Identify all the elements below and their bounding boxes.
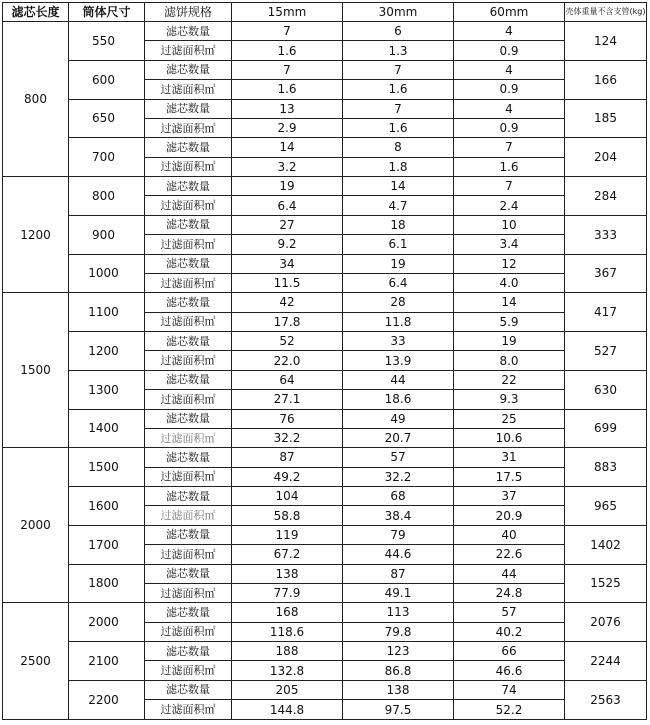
area-value: 11.5: [232, 273, 343, 292]
count-value: 123: [343, 642, 454, 661]
area-value: 118.6: [232, 622, 343, 641]
count-value: 7: [454, 138, 565, 157]
count-value: 205: [232, 680, 343, 699]
area-value: 11.8: [343, 312, 454, 331]
area-value: 18.6: [343, 390, 454, 409]
count-value: 4: [454, 22, 565, 41]
area-label: 过滤面积㎡: [145, 312, 232, 331]
size-cell: 2200: [69, 680, 145, 719]
size-cell: 1300: [69, 370, 145, 409]
table-row: [3, 293, 647, 312]
count-label: 滤芯数量: [145, 293, 232, 312]
area-value: 22.0: [232, 351, 343, 370]
count-value: 13: [232, 99, 343, 118]
count-value: 74: [454, 680, 565, 699]
area-label: 过滤面积㎡: [145, 583, 232, 602]
count-label: 滤芯数量: [145, 138, 232, 157]
count-value: 19: [454, 332, 565, 351]
table-row: [3, 22, 647, 41]
area-value: 1.6: [343, 80, 454, 99]
area-label: 过滤面积㎡: [145, 506, 232, 525]
count-value: 7: [232, 60, 343, 79]
area-value: 132.8: [232, 661, 343, 680]
area-value: 32.2: [232, 428, 343, 447]
table-row: [3, 370, 647, 389]
count-label: 滤芯数量: [145, 448, 232, 467]
area-label: 过滤面积㎡: [145, 545, 232, 564]
area-value: 44.6: [343, 545, 454, 564]
count-value: 25: [454, 409, 565, 428]
count-value: 168: [232, 603, 343, 622]
size-cell: 1600: [69, 487, 145, 526]
count-value: 7: [343, 60, 454, 79]
header-weight: 壳体重量不含支管(kg): [565, 3, 647, 22]
area-value: 4.0: [454, 273, 565, 292]
header-60mm: 60mm: [454, 3, 565, 22]
area-value: 2.4: [454, 196, 565, 215]
area-label: 过滤面积㎡: [145, 428, 232, 447]
table-row: [3, 138, 647, 157]
weight-cell: 965: [565, 487, 647, 526]
area-value: 52.2: [454, 700, 565, 720]
count-value: 12: [454, 254, 565, 273]
header-15mm: 15mm: [232, 3, 343, 22]
size-cell: 900: [69, 215, 145, 254]
header-30mm: 30mm: [343, 3, 454, 22]
weight-cell: 284: [565, 177, 647, 216]
count-value: 34: [232, 254, 343, 273]
area-value: 32.2: [343, 467, 454, 486]
size-cell: 700: [69, 138, 145, 177]
count-label: 滤芯数量: [145, 525, 232, 544]
area-value: 1.6: [232, 80, 343, 99]
length-cell: 2500: [3, 603, 69, 720]
area-value: 49.2: [232, 467, 343, 486]
count-value: 49: [343, 409, 454, 428]
area-value: 8.0: [454, 351, 565, 370]
count-value: 138: [232, 564, 343, 583]
count-value: 14: [232, 138, 343, 157]
size-cell: 650: [69, 99, 145, 138]
area-value: 17.8: [232, 312, 343, 331]
area-label: 过滤面积㎡: [145, 157, 232, 176]
count-value: 76: [232, 409, 343, 428]
count-label: 滤芯数量: [145, 680, 232, 699]
area-value: 9.3: [454, 390, 565, 409]
area-label: 过滤面积㎡: [145, 622, 232, 641]
count-value: 7: [343, 99, 454, 118]
area-value: 17.5: [454, 467, 565, 486]
count-value: 40: [454, 525, 565, 544]
area-label: 过滤面积㎡: [145, 467, 232, 486]
count-label: 滤芯数量: [145, 409, 232, 428]
header-length: 滤芯长度: [3, 3, 69, 22]
count-value: 33: [343, 332, 454, 351]
header-size: 筒体尺寸: [69, 3, 145, 22]
length-cell: 2000: [3, 448, 69, 603]
count-value: 44: [454, 564, 565, 583]
area-value: 0.9: [454, 80, 565, 99]
count-value: 64: [232, 370, 343, 389]
size-cell: 1800: [69, 564, 145, 603]
area-label: 过滤面积㎡: [145, 41, 232, 60]
size-cell: 1400: [69, 409, 145, 448]
area-value: 4.7: [343, 196, 454, 215]
area-label: 过滤面积㎡: [145, 390, 232, 409]
weight-cell: 204: [565, 138, 647, 177]
count-value: 42: [232, 293, 343, 312]
weight-cell: 2244: [565, 642, 647, 681]
count-value: 4: [454, 99, 565, 118]
count-value: 52: [232, 332, 343, 351]
weight-cell: 1402: [565, 525, 647, 564]
size-cell: 550: [69, 22, 145, 61]
count-value: 37: [454, 487, 565, 506]
size-cell: 1100: [69, 293, 145, 332]
count-value: 19: [343, 254, 454, 273]
weight-cell: 417: [565, 293, 647, 332]
count-label: 滤芯数量: [145, 22, 232, 41]
area-value: 5.9: [454, 312, 565, 331]
area-value: 77.9: [232, 583, 343, 602]
table-row: [3, 603, 647, 622]
count-value: 57: [454, 603, 565, 622]
header-cake-spec: 滤饼规格: [145, 3, 232, 22]
count-value: 44: [343, 370, 454, 389]
length-cell: 1500: [3, 293, 69, 448]
weight-cell: 166: [565, 60, 647, 99]
count-label: 滤芯数量: [145, 332, 232, 351]
count-value: 28: [343, 293, 454, 312]
count-value: 18: [343, 215, 454, 234]
count-value: 188: [232, 642, 343, 661]
count-value: 87: [343, 564, 454, 583]
count-value: 79: [343, 525, 454, 544]
area-value: 46.6: [454, 661, 565, 680]
area-value: 3.4: [454, 235, 565, 254]
area-value: 2.9: [232, 118, 343, 137]
area-value: 6.1: [343, 235, 454, 254]
table-row: [3, 487, 647, 506]
table-row: [3, 215, 647, 234]
area-value: 67.2: [232, 545, 343, 564]
weight-cell: 1525: [565, 564, 647, 603]
area-value: 1.6: [232, 41, 343, 60]
size-cell: 2100: [69, 642, 145, 681]
count-value: 27: [232, 215, 343, 234]
weight-cell: 333: [565, 215, 647, 254]
area-label: 过滤面积㎡: [145, 80, 232, 99]
table-row: [3, 177, 647, 196]
count-value: 10: [454, 215, 565, 234]
table-row: [3, 254, 647, 273]
weight-cell: 699: [565, 409, 647, 448]
area-value: 1.8: [343, 157, 454, 176]
table-row: [3, 680, 647, 699]
size-cell: 1000: [69, 254, 145, 293]
table-row: [3, 409, 647, 428]
table-row: [3, 99, 647, 118]
table-row: [3, 525, 647, 544]
count-label: 滤芯数量: [145, 642, 232, 661]
count-value: 66: [454, 642, 565, 661]
area-label: 过滤面积㎡: [145, 351, 232, 370]
area-label: 过滤面积㎡: [145, 661, 232, 680]
area-value: 22.6: [454, 545, 565, 564]
count-label: 滤芯数量: [145, 99, 232, 118]
area-label: 过滤面积㎡: [145, 273, 232, 292]
count-value: 31: [454, 448, 565, 467]
area-value: 1.6: [343, 118, 454, 137]
weight-cell: 367: [565, 254, 647, 293]
area-value: 79.8: [343, 622, 454, 641]
count-value: 7: [232, 22, 343, 41]
count-value: 104: [232, 487, 343, 506]
table-row: [3, 642, 647, 661]
count-value: 19: [232, 177, 343, 196]
count-value: 4: [454, 60, 565, 79]
count-value: 14: [343, 177, 454, 196]
size-cell: 2000: [69, 603, 145, 642]
count-label: 滤芯数量: [145, 487, 232, 506]
weight-cell: 2076: [565, 603, 647, 642]
count-value: 119: [232, 525, 343, 544]
size-cell: 600: [69, 60, 145, 99]
area-label: 过滤面积㎡: [145, 196, 232, 215]
size-cell: 800: [69, 177, 145, 216]
table-row: [3, 60, 647, 79]
weight-cell: 124: [565, 22, 647, 61]
table-row: [3, 564, 647, 583]
area-value: 10.6: [454, 428, 565, 447]
area-value: 40.2: [454, 622, 565, 641]
weight-cell: 185: [565, 99, 647, 138]
area-label: 过滤面积㎡: [145, 700, 232, 720]
table-row: [3, 332, 647, 351]
count-value: 14: [454, 293, 565, 312]
area-value: 20.9: [454, 506, 565, 525]
area-label: 过滤面积㎡: [145, 235, 232, 254]
area-value: 0.9: [454, 41, 565, 60]
area-value: 13.9: [343, 351, 454, 370]
area-value: 0.9: [454, 118, 565, 137]
area-value: 24.8: [454, 583, 565, 602]
count-label: 滤芯数量: [145, 177, 232, 196]
count-label: 滤芯数量: [145, 603, 232, 622]
length-cell: 1200: [3, 177, 69, 293]
table-row: [3, 448, 647, 467]
area-value: 49.1: [343, 583, 454, 602]
area-value: 86.8: [343, 661, 454, 680]
size-cell: 1700: [69, 525, 145, 564]
area-value: 38.4: [343, 506, 454, 525]
header-row: [3, 3, 647, 22]
size-cell: 1500: [69, 448, 145, 487]
count-value: 6: [343, 22, 454, 41]
area-value: 6.4: [343, 273, 454, 292]
count-label: 滤芯数量: [145, 564, 232, 583]
area-value: 3.2: [232, 157, 343, 176]
area-value: 144.8: [232, 700, 343, 720]
weight-cell: 527: [565, 332, 647, 371]
length-cell: 800: [3, 22, 69, 177]
count-value: 87: [232, 448, 343, 467]
area-value: 1.6: [454, 157, 565, 176]
area-value: 58.8: [232, 506, 343, 525]
count-label: 滤芯数量: [145, 370, 232, 389]
weight-cell: 2563: [565, 680, 647, 719]
count-value: 138: [343, 680, 454, 699]
count-value: 68: [343, 487, 454, 506]
area-value: 9.2: [232, 235, 343, 254]
area-value: 20.7: [343, 428, 454, 447]
weight-cell: 630: [565, 370, 647, 409]
size-cell: 1200: [69, 332, 145, 371]
count-value: 57: [343, 448, 454, 467]
count-label: 滤芯数量: [145, 254, 232, 273]
filter-spec-table: [2, 2, 647, 720]
area-value: 1.3: [343, 41, 454, 60]
table-body: [3, 22, 647, 720]
count-value: 22: [454, 370, 565, 389]
area-value: 97.5: [343, 700, 454, 720]
count-value: 7: [454, 177, 565, 196]
count-label: 滤芯数量: [145, 215, 232, 234]
count-value: 113: [343, 603, 454, 622]
area-value: 27.1: [232, 390, 343, 409]
weight-cell: 883: [565, 448, 647, 487]
count-value: 8: [343, 138, 454, 157]
count-label: 滤芯数量: [145, 60, 232, 79]
area-label: 过滤面积㎡: [145, 118, 232, 137]
area-value: 6.4: [232, 196, 343, 215]
